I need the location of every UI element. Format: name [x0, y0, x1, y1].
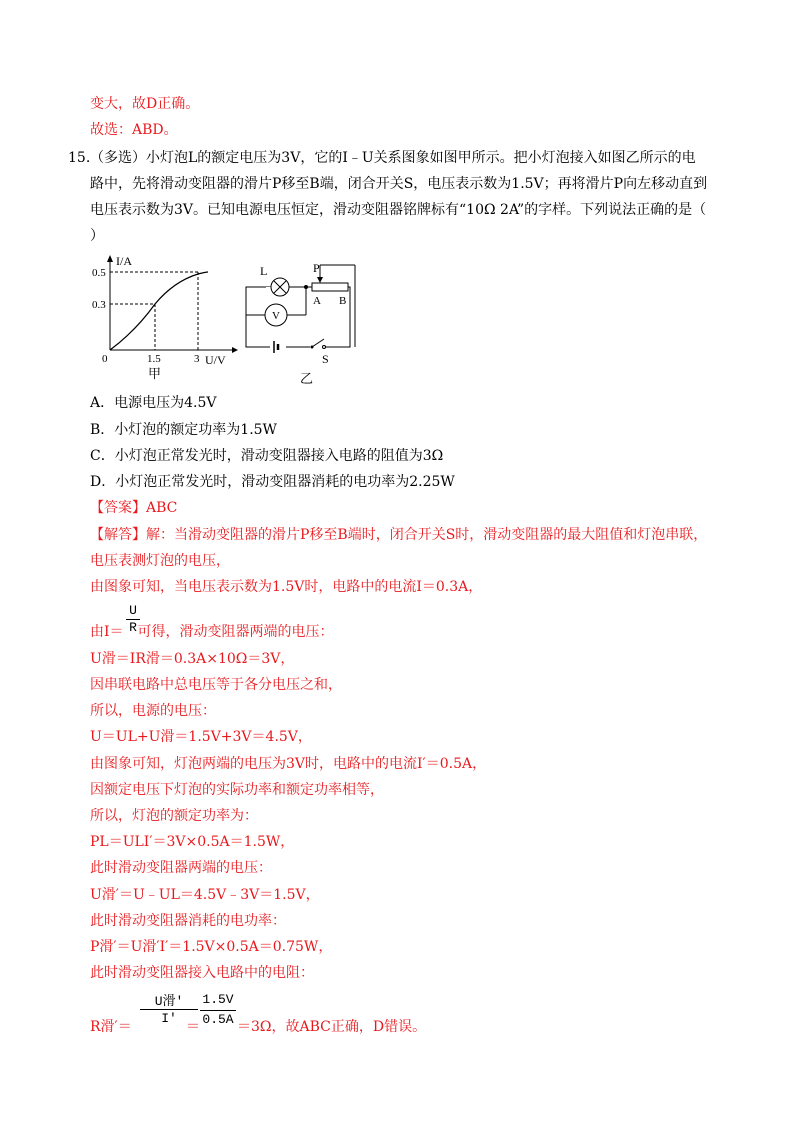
voltmeter-label: V — [272, 310, 280, 322]
switch-label: S — [322, 352, 329, 366]
slider-label: P — [313, 261, 320, 275]
rheostat-icon — [312, 283, 348, 291]
solution-line: PL＝ULI′＝3V×0.5A＝1.5W， — [90, 834, 295, 850]
solution-line: 由图象可知，灯泡两端的电压为3V时，电路中的电流I′＝0.5A， — [90, 756, 487, 772]
solution-line: 所以，电源的电压： — [90, 703, 216, 719]
graph-ylabel: I/A — [116, 254, 132, 268]
graph-xlabel: U/V — [205, 353, 226, 367]
option-b: B．小灯泡的额定功率为1.5W — [90, 422, 277, 438]
end-a-label: A — [313, 295, 321, 307]
solution-line: 电压表测灯泡的电压， — [90, 553, 230, 569]
circuit-figure — [240, 255, 370, 385]
solution-line: 因额定电压下灯泡的实际功率和额定功率相等， — [90, 782, 384, 798]
end-b-label: B — [339, 295, 347, 307]
solution-line: 由图象可知，当电压表示数为1.5V时，电路中的电流I＝0.3A， — [90, 579, 483, 595]
solution-line: ＝3Ω，故ABC正确，D错误。 — [237, 1019, 427, 1035]
fraction-numerator: 1.5V — [202, 992, 234, 1007]
prev-choice-line: 故选：ABD。 — [90, 122, 178, 138]
solution-line: 由I＝ 可得，滑动变阻器两端的电压： — [90, 624, 334, 640]
graph-ytick: 0.5 — [92, 267, 106, 279]
fraction-bar — [140, 1009, 198, 1010]
question-line: （多选）小灯泡L的额定电压为3V，它的I﹣U关系图象如图甲所示。把小灯泡接入如图乙所示的电 — [90, 150, 696, 166]
fraction-numerator: U — [129, 603, 137, 618]
fraction-denominator: R — [129, 620, 137, 635]
graph-xtick: 0 — [102, 353, 108, 365]
iu-graph-figure — [90, 250, 240, 380]
circuit-caption: 乙 — [300, 371, 314, 385]
option-d: D．小灯泡正常发光时，滑动变阻器消耗的电功率为2.25W — [90, 474, 455, 490]
solution-line: P滑′＝U滑′I′＝1.5V×0.5A＝0.75W， — [90, 939, 333, 955]
lamp-label: L — [260, 264, 268, 278]
solution-line: 此时滑动变阻器两端的电压： — [90, 860, 272, 876]
graph-ytick: 0.3 — [92, 299, 106, 311]
option-c: C．小灯泡正常发光时，滑动变阻器接入电路的阻值为3Ω — [90, 448, 444, 464]
fraction-numerator: U滑′ — [154, 994, 184, 1009]
graph-xtick: 3 — [194, 353, 200, 365]
question-line: 电压表示数为3V。已知电源电压恒定，滑动变阻器铭牌标有“10Ω 2A”的字样。下列说法正确的是（ — [90, 202, 707, 218]
fraction-denominator: 0.5A — [202, 1012, 234, 1027]
solution-line: 此时滑动变阻器接入电路中的电阻： — [90, 965, 314, 981]
solution-line: U滑＝IR滑＝0.3A×10Ω＝3V， — [90, 651, 295, 667]
solution-line: U滑′＝U﹣UL＝4.5V﹣3V＝1.5V， — [90, 887, 320, 903]
solution-line: 【解答】解：当滑动变阻器的滑片P移至B端时，闭合开关S时，滑动变阻器的最大阻值和灯泡串联， — [90, 527, 708, 543]
graph-xtick: 1.5 — [147, 353, 161, 365]
question-line: 路中，先将滑动变阻器的滑片P移至B端，闭合开关S，电压表示数为1.5V；再将滑片P向左移动直到 — [90, 176, 708, 192]
solution-line: U＝UL+U滑＝1.5V+3V＝4.5V， — [90, 729, 312, 745]
solution-line: 所以，灯泡的额定功率为： — [90, 808, 258, 824]
question-number: 15. — [68, 150, 91, 166]
fraction-denominator: I′ — [161, 1011, 177, 1026]
solution-line: R滑′＝ — [90, 1019, 132, 1035]
solution-line: 此时滑动变阻器消耗的电功率： — [90, 913, 286, 929]
prev-answer-line: 变大，故D正确。 — [90, 96, 200, 112]
graph-caption: 甲 — [148, 366, 162, 380]
fraction-bar — [200, 1010, 236, 1011]
solution-line: 因串联电路中总电压等于各分电压之和， — [90, 677, 342, 693]
question-line: ） — [90, 228, 104, 244]
equals-sign: ＝ — [186, 1019, 200, 1035]
option-a: A．电源电压为4.5V — [90, 395, 217, 411]
answer: 【答案】ABC — [90, 500, 178, 516]
